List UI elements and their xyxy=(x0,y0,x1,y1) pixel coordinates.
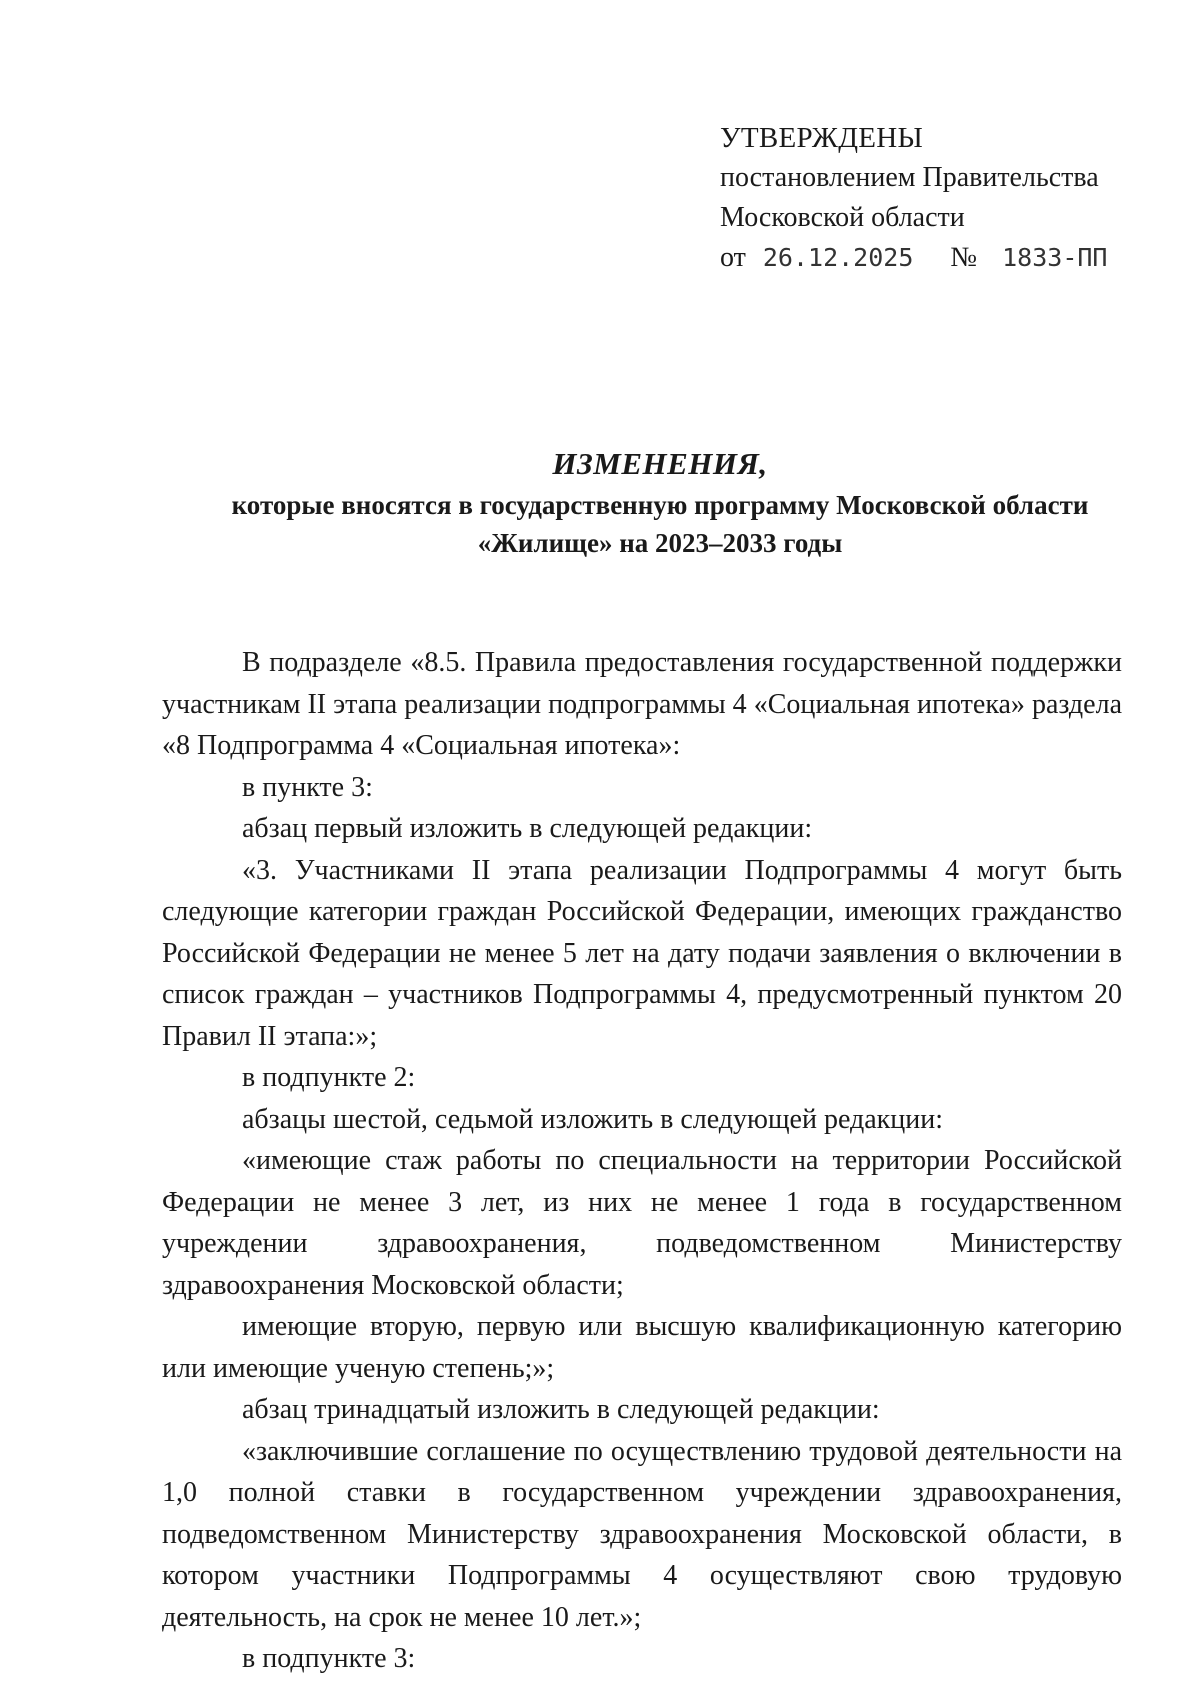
paragraph: имеющие вторую, первую или высшую квалификационную категорию или имеющие ученую степень;»; xyxy=(162,1311,1122,1384)
approved-label: УТВЕРЖДЕНЫ xyxy=(720,122,924,154)
paragraph: в подпункте 2: xyxy=(242,1062,416,1093)
paragraph: абзац тринадцатый изложить в следующей редакции: xyxy=(242,1394,880,1425)
paragraph: в подпункте 3: xyxy=(242,1643,416,1674)
approval-line-2: Московской области xyxy=(720,202,965,233)
approval-stamp xyxy=(720,118,1140,278)
approval-line-1: постановлением Правительства xyxy=(720,162,1099,193)
paragraph: «заключившие соглашение по осуществлению трудовой деятельности на 1,0 полной ставки в государственном учреждении здравоохранения, подведомственном Министерству здравоохранения Московской области, в котором участники Подпрограммы 4 осуществляют свою трудовую деятельность, на срок не менее 10 лет.»; xyxy=(162,1435,1122,1633)
paragraph: «3. Участниками II этапа реализации Подпрограммы 4 могут быть следующие категории граждан Российской Федерации, имеющих гражданство Российской Федерации не менее 5 лет на дату подачи заявления о включении в список граждан – участников Подпрограммы 4, предусмотренный пунктом 20 Правил II этапа:»; xyxy=(162,854,1122,1052)
approval-date-line xyxy=(720,238,1140,278)
paragraph: абзацы шестой, седьмой изложить в следующей редакции: xyxy=(242,1103,944,1135)
decree-number: 1833-ПП xyxy=(1002,243,1108,272)
date-prefix: от xyxy=(720,242,746,273)
document-title: ИЗМЕНЕНИЯ, xyxy=(552,446,768,481)
document-subtitle-line-1: которые вносятся в государственную программу Московской области xyxy=(231,490,1089,520)
document-heading xyxy=(150,442,1170,562)
paragraph: В подразделе «8.5. Правила предоставления государственной поддержки участникам II этапа реализации подпрограммы 4 «Социальная ипотека» раздела «8 Подпрограмма 4 «Социальная ипотека»: xyxy=(162,647,1122,761)
document-subtitle-line-2: «Жилище» на 2023–2033 годы xyxy=(477,528,843,558)
paragraph: «имеющие стаж работы по специальности на территории Российской Федерации не менее 3 лет, из них не менее 1 года в государственном учреждении здравоохранения, подведомственном Министерству здравоохранения Московской области; xyxy=(162,1145,1122,1301)
document-body xyxy=(162,642,1122,1680)
paragraph: в пункте 3: xyxy=(242,771,373,803)
number-sign: № xyxy=(950,242,978,273)
decree-date: 26.12.2025 xyxy=(762,243,914,272)
paragraph: абзац первый изложить в следующей редакции: xyxy=(242,813,813,844)
